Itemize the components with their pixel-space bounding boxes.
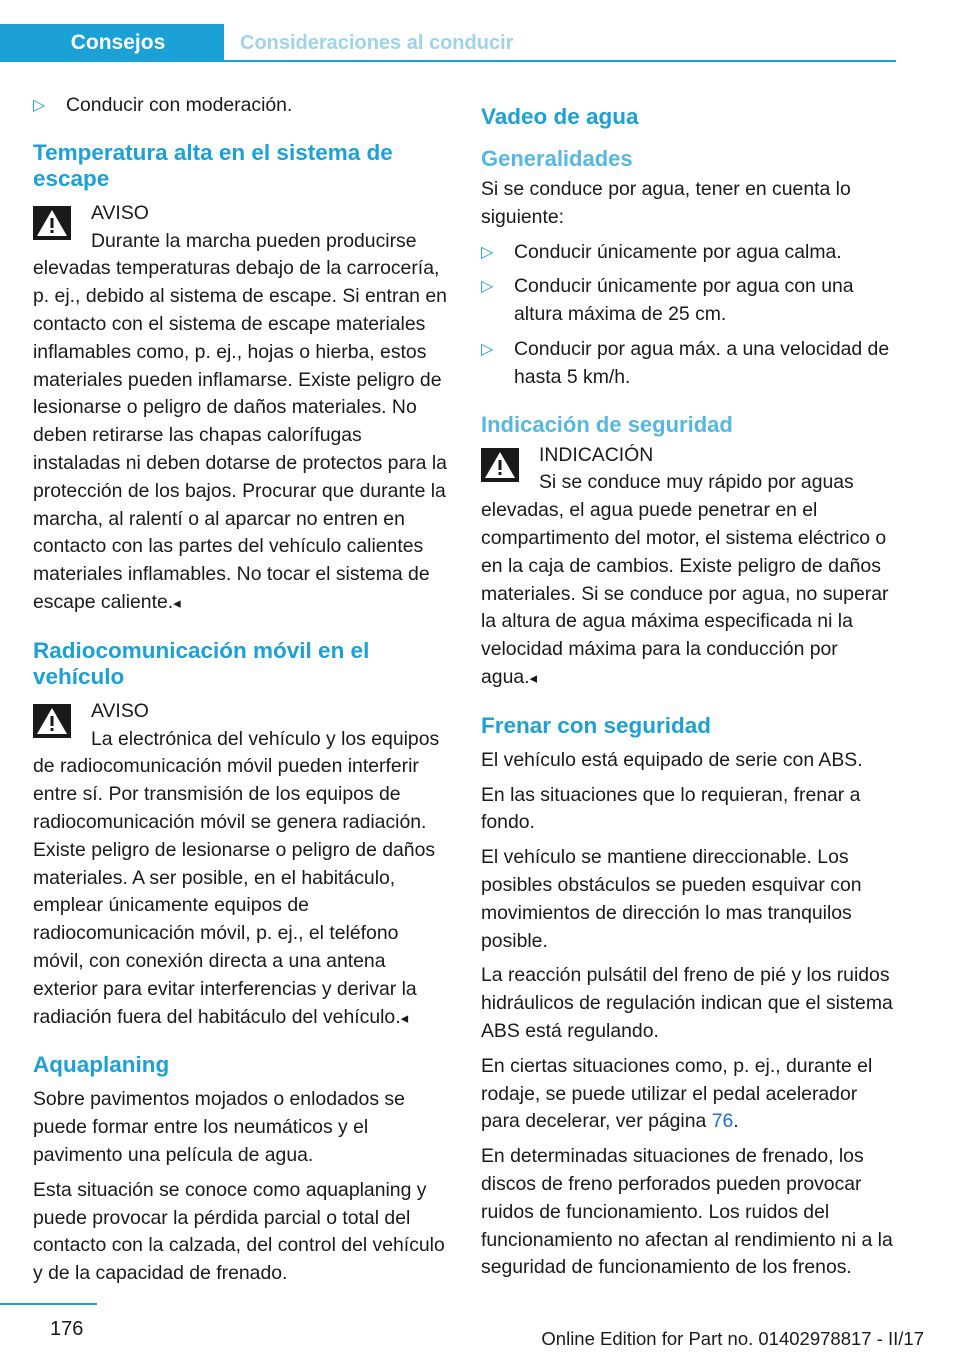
page-number: 176 bbox=[50, 1318, 84, 1340]
heading-aquaplaning: Aquaplaning bbox=[33, 1052, 170, 1078]
heading-safe-braking: Frenar con seguridad bbox=[481, 712, 712, 738]
bullet-icon: ▷ bbox=[481, 340, 494, 358]
warning-triangle-icon bbox=[33, 206, 71, 240]
paragraph: El vehículo se mantiene direccionable. Los posibles obstáculos se pueden esquivar con movimientos de dirección lo mas tranquilos posible. bbox=[481, 846, 862, 952]
paragraph: En determinadas situaciones de frenado, los discos de freno perforados pueden provocar ruidos de funcionamiento. Los ruidos del funcionamiento no afectan al rendimiento ni a la seguridad de funcionamiento de los frenos. bbox=[481, 1145, 893, 1279]
paragraph-text: En ciertas situaciones como, p. ej., durante el rodaje, se puede utilizar el pedal acelerador para decelerar, ver página bbox=[481, 1054, 873, 1133]
bullet-icon: ▷ bbox=[33, 97, 46, 114]
warning-body: Si se conduce muy rápido por aguas elevadas, el agua puede penetrar en el compartimento del motor, el sistema eléctrico o en la caja de cambios. Existe peligro de daños materiales. Si se conduce por agua, no superar la altura de agua máxima especificada ni la velocidad máxima para la conducción por agua. bbox=[481, 471, 889, 688]
right-column bbox=[481, 92, 899, 1289]
end-marker-icon: ◂ bbox=[529, 669, 538, 687]
warning-triangle-icon bbox=[33, 704, 71, 738]
paragraph: Esta situación se conoce como aquaplaning y puede provocar la pérdida parcial o total del contacto con la calzada, del control del vehículo y de la capacidad de frenado. bbox=[33, 1178, 445, 1285]
warning-triangle-icon bbox=[481, 448, 519, 482]
list-item bbox=[33, 92, 451, 120]
list-item-text: Conducir únicamente por agua con una altura máxima de 25 cm. bbox=[514, 275, 854, 326]
warning-box-exhaust bbox=[33, 200, 451, 618]
bullet-icon: ▷ bbox=[481, 243, 494, 261]
section-tab[interactable]: Consejos bbox=[0, 24, 224, 62]
paragraph: Sobre pavimentos mojados o enlodados se puede formar entre los neumáticos y el pavimento una película de agua. bbox=[33, 1088, 405, 1166]
list-item bbox=[481, 336, 899, 392]
page-header bbox=[0, 0, 960, 62]
chapter-tab[interactable]: Consideraciones al conducir bbox=[240, 31, 514, 54]
heading-water-wading: Vadeo de agua bbox=[481, 104, 639, 129]
paragraph: La reacción pulsátil del freno de pié y los ruidos hidráulicos de regulación indican que el sistema ABS está regulando. bbox=[481, 964, 893, 1042]
warning-title: INDICACIÓN bbox=[539, 443, 654, 466]
subheading-general: Generalidades bbox=[481, 146, 633, 171]
list-item bbox=[481, 273, 899, 329]
paragraph: El vehículo está equipado de serie con ABS. bbox=[481, 748, 863, 771]
warning-title: AVISO bbox=[91, 699, 149, 722]
warning-body: La electrónica del vehículo y los equipos de radiocomunicación móvil pueden interferir entre sí. Por transmisión de los equipos de radiocomunicación móvil se genera radiación. Existe peligro de lesionarse o peligro de daños materiales. A ser posible, en el habitáculo, emplear únicamente equipos de radiocomunicación móvil, p. ej., el teléfono móvil, con conexión directa a una antena exterior para evitar interferencias y derivar la radiación fuera del habitáculo del vehículo. bbox=[33, 727, 440, 1028]
heading-mobile-radio: Radiocomunicación móvil en el vehículo bbox=[33, 637, 370, 689]
page-link[interactable]: 76 bbox=[711, 1110, 734, 1133]
header-divider bbox=[224, 60, 896, 62]
left-column bbox=[33, 92, 451, 1295]
list-item-text: Conducir por agua máx. a una velocidad de hasta 5 km/h. bbox=[514, 337, 890, 388]
bullet-icon: ▷ bbox=[481, 278, 494, 296]
edition-note: Online Edition for Part no. 01402978817 - II/17 bbox=[541, 1328, 924, 1349]
footer-divider bbox=[0, 1303, 97, 1305]
heading-exhaust-temperature: Temperatura alta en el sistema de escape bbox=[33, 139, 393, 191]
list-item-text: Conducir únicamente por agua calma. bbox=[514, 240, 842, 263]
paragraph bbox=[481, 1053, 899, 1136]
list-item bbox=[481, 239, 899, 267]
warning-body: Durante la marcha pueden producirse elevadas temperaturas debajo de la carrocería, p. ej., debido al sistema de escape. Si entran en contacto con el sistema de escape materiales inflamables como, p. ej., hojas o hierba, estos materiales pueden inflamarse. Existe peligro de lesionarse o peligro de daños materiales. No deben retirarse las chapas calorífugas instaladas ni deben dotarse de protectos para la protección de los bajos. Procurar que durante la marcha, al ralentí o al aparcar no entren en contacto con las partes del vehículo calientes materiales inflamables. No tocar el sistema de escape caliente. bbox=[33, 229, 447, 613]
paragraph-text: . bbox=[733, 1110, 739, 1133]
warning-box-radio bbox=[33, 698, 451, 1033]
paragraph: En las situaciones que lo requieran, frenar a fondo. bbox=[481, 783, 861, 834]
end-marker-icon: ◂ bbox=[400, 1009, 409, 1027]
warning-box-wading bbox=[481, 442, 899, 693]
subheading-safety-note: Indicación de seguridad bbox=[481, 411, 733, 437]
list-item-text: Conducir con moderación. bbox=[66, 94, 293, 116]
warning-title: AVISO bbox=[91, 201, 149, 224]
paragraph: Si se conduce por agua, tener en cuenta lo siguiente: bbox=[481, 178, 851, 228]
end-marker-icon: ◂ bbox=[173, 594, 181, 612]
